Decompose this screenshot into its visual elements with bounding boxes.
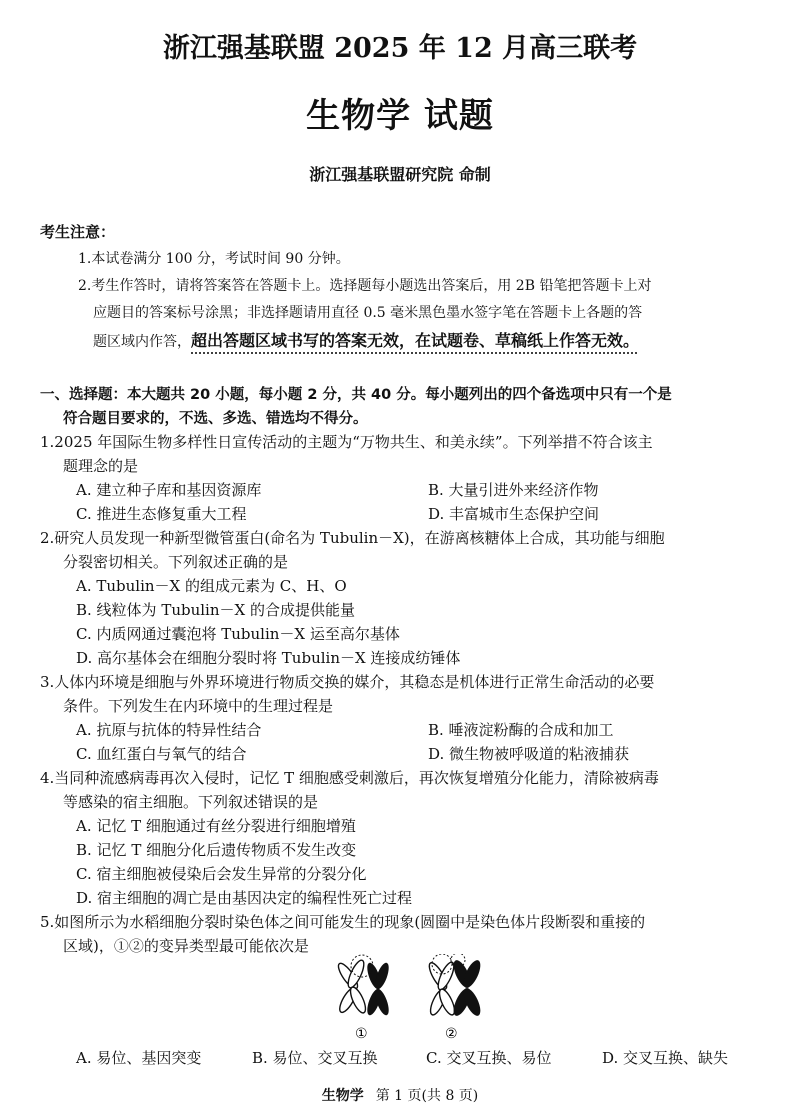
notice-item-2-line-1: 2.考生作答时，请将答案答在答题卡上。选择题每小题选出答案后，用 2B 铅笔把答题卡上对 [78,278,652,294]
notice-item-2-line-2: 应题目的答案标号涂黑；非选择题请用直径 0.5 毫米黑色墨水签字笔在答题卡上各题的答 [93,305,643,321]
q4-option-a: A. 记忆 T 细胞通过有丝分裂进行细胞增殖 [76,817,356,835]
q2-option-a: A. Tubulin－X 的组成元素为 C、H、O [76,577,347,595]
q4-stem-line-2: 等感染的宿主细胞。下列叙述错误的是 [63,793,319,811]
section-heading-line-1: 一、选择题：本大题共 20 小题，每小题 2 分，共 40 分。每小题列出的四个备选项中只有一个是 [40,387,672,403]
page-footer [0,1085,800,1105]
q3-stem-line-1: 3.人体内环境是细胞与外界环境进行物质交换的媒介，其稳态是机体进行正常生命活动的必要 [40,673,655,691]
chromosome-diagram [330,954,500,1044]
q2-stem-line-2: 分裂密切相关。下列叙述正确的是 [63,553,289,571]
notice-item-2-line-3 [93,328,639,351]
q4-option-b: B. 记忆 T 细胞分化后遗传物质不发生改变 [76,841,357,859]
q1-option-a: A. 建立种子库和基因资源库 [76,481,262,499]
q1-option-d: D. 丰富城市生态保护空间 [428,505,600,523]
q3-option-a: A. 抗原与抗体的特异性结合 [76,721,262,739]
subject-title: 生物学 试题 [306,96,494,136]
q4-option-c: C. 宿主细胞被侵染后会发生异常的分裂分化 [76,865,367,883]
q3-option-d: D. 微生物被呼吸道的粘液捕获 [428,745,630,763]
section-heading-line-2: 符合题目要求的，不选、多选、错选均不得分。 [63,411,368,427]
footer-subject: 生物学 [321,1088,364,1104]
chromosome-pair-2 [426,954,484,1018]
q4-stem-line-1: 4.当同种流感病毒再次入侵时，记忆 T 细胞感受刺激后，再次恢复增殖分化能力，清除被病毒 [40,769,659,787]
q5-option-b: B. 易位、交叉互换 [252,1049,378,1067]
chromosome-figure [330,954,500,1044]
q2-option-c: C. 内质网通过囊泡将 Tubulin－X 运至高尔基体 [76,625,400,643]
figure-label-1: ① [355,1026,368,1042]
maker-line: 浙江强基联盟研究院 命制 [309,165,491,184]
footer-page-number: 第 1 页(共 8 页) [375,1088,479,1104]
q1-stem-line-1: 1.2025 年国际生物多样性日宣传活动的主题为“万物共生、和美永续”。下列举措不符合该主 [40,433,653,451]
q1-option-c: C. 推进生态修复重大工程 [76,505,247,523]
exam-title: 浙江强基联盟 2025 年 12 月高三联考 [162,33,638,64]
notice-heading: 考生注意： [40,223,116,241]
q2-stem-line-1: 2.研究人员发现一种新型微管蛋白(命名为 Tubulin－X)，在游离核糖体上合成，其功能与细胞 [40,529,665,547]
q5-option-a: A. 易位、基因突变 [76,1049,202,1067]
chromosome-pair-1 [335,955,391,1017]
q2-option-b: B. 线粒体为 Tubulin－X 的合成提供能量 [76,601,355,619]
q1-option-b: B. 大量引进外来经济作物 [428,481,599,499]
q3-option-b: B. 唾液淀粉酶的合成和加工 [428,721,614,739]
q3-stem-line-2: 条件。下列发生在内环境中的生理过程是 [63,697,334,715]
notice-item-2-line-3-prefix: 题区域内作答， [93,334,191,350]
q5-option-d: D. 交叉互换、缺失 [602,1049,729,1067]
notice-emphasis: 超出答题区域书写的答案无效，在试题卷、草稿纸上作答无效。 [191,331,640,350]
q4-option-d: D. 宿主细胞的凋亡是由基因决定的编程性死亡过程 [76,889,413,907]
q3-option-c: C. 血红蛋白与氧气的结合 [76,745,247,763]
q2-option-d: D. 高尔基体会在细胞分裂时将 Tubulin－X 连接成纺锤体 [76,649,461,667]
q5-option-c: C. 交叉互换、易位 [426,1049,552,1067]
q5-stem-line-2: 区域)，①②的变异类型最可能依次是 [63,937,309,955]
q1-stem-line-2: 题理念的是 [63,457,139,475]
notice-item-1: 1.本试卷满分 100 分，考试时间 90 分钟。 [78,251,350,267]
figure-label-2: ② [445,1026,458,1042]
q5-stem-line-1: 5.如图所示为水稻细胞分裂时染色体之间可能发生的现象(圆圈中是染色体片段断裂和重接的 [40,913,646,931]
